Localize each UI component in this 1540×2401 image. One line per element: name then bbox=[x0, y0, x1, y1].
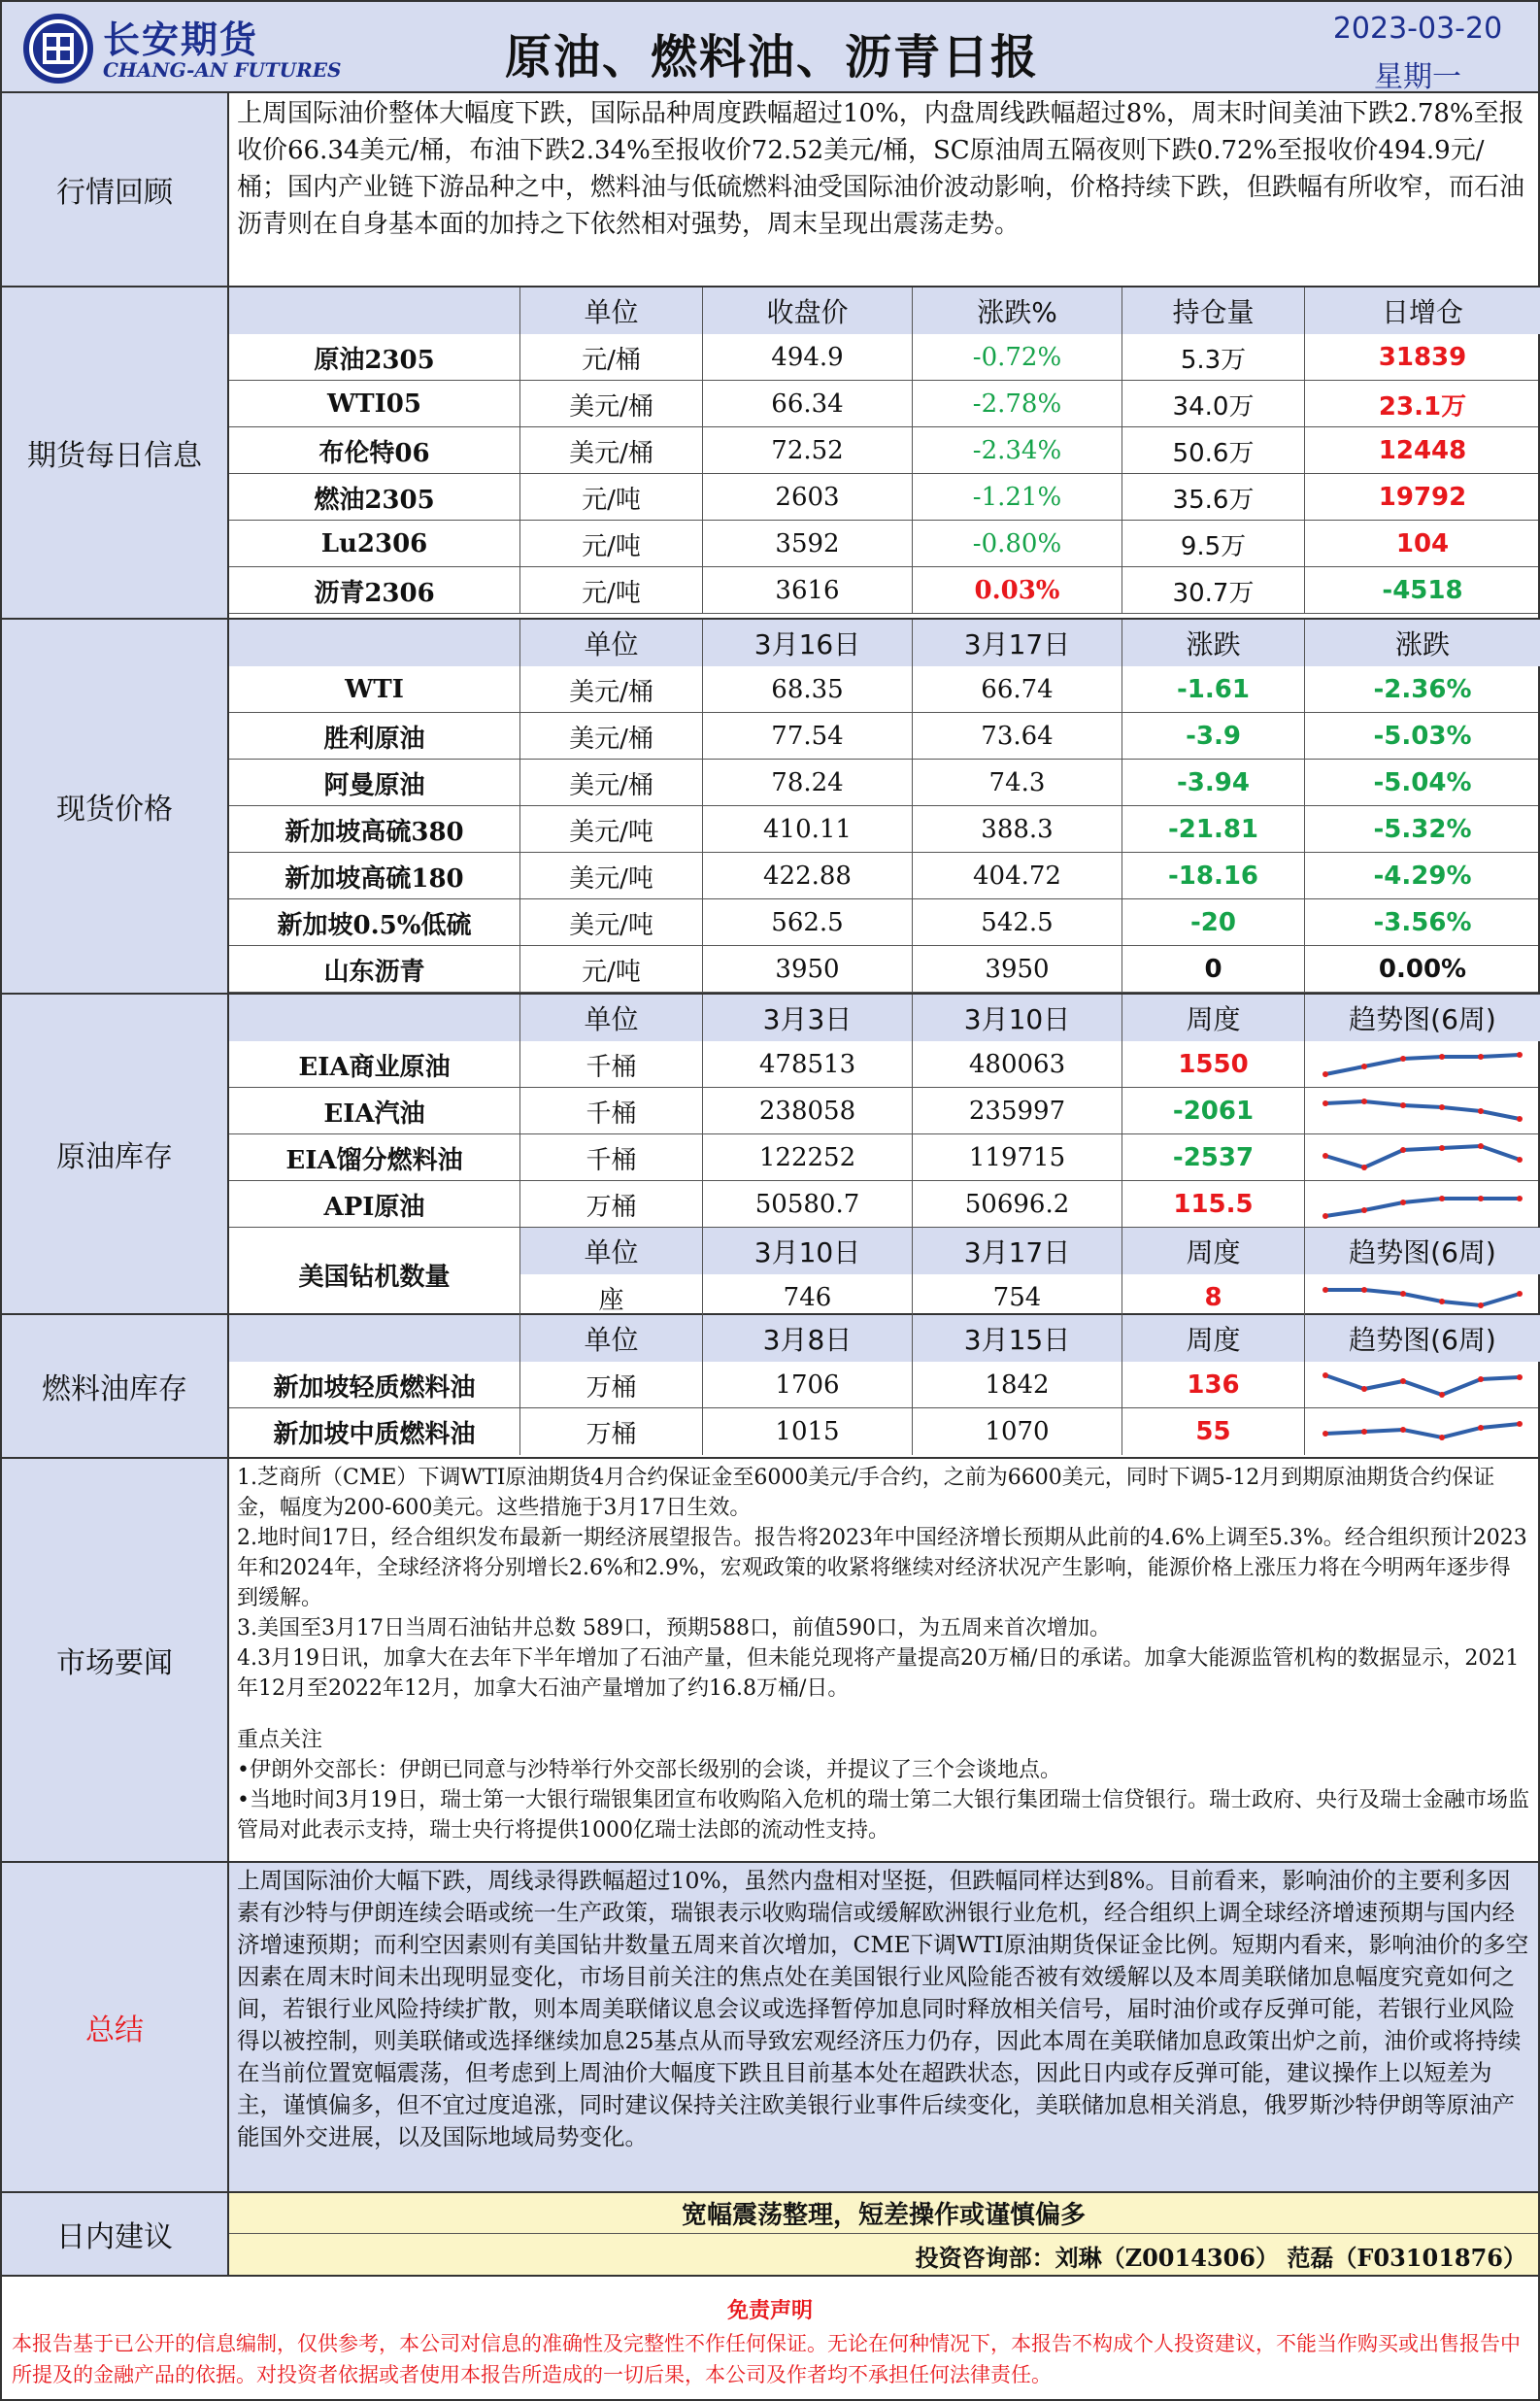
contract-name: WTI05 bbox=[229, 381, 520, 427]
report-date: 2023-03-20 bbox=[1332, 12, 1503, 46]
change-percent: 0.03% bbox=[913, 567, 1122, 614]
change-percent: -5.32% bbox=[1373, 815, 1472, 844]
change: -1.61 bbox=[1122, 666, 1305, 713]
sparkline-point bbox=[1361, 1165, 1367, 1170]
inventory-name: EIA馏分燃料油 bbox=[229, 1134, 520, 1181]
value-curr: 50696.2 bbox=[913, 1181, 1122, 1228]
value-curr: 480063 bbox=[913, 1041, 1122, 1088]
weekly-change: -2537 bbox=[1122, 1134, 1305, 1181]
spot-row bbox=[229, 760, 1538, 806]
column-header bbox=[229, 620, 520, 666]
section-label: 总结 bbox=[2, 1863, 229, 2191]
close-price: 3616 bbox=[703, 567, 913, 614]
futures-row bbox=[229, 521, 1538, 567]
section-label: 市场要闻 bbox=[2, 1459, 229, 1861]
sparkline-point bbox=[1517, 1116, 1523, 1122]
unit: 美元/桶 bbox=[520, 760, 703, 806]
value-curr: 119715 bbox=[913, 1134, 1122, 1181]
futures-row bbox=[229, 381, 1538, 427]
unit: 元/桶 bbox=[520, 334, 703, 381]
unit: 美元/吨 bbox=[520, 806, 703, 853]
unit: 美元/吨 bbox=[520, 853, 703, 899]
open-interest: 50.6万 bbox=[1122, 427, 1305, 474]
price-day2: 3950 bbox=[913, 946, 1122, 993]
unit: 千桶 bbox=[520, 1041, 703, 1088]
spot-name: 新加坡高硫380 bbox=[229, 806, 520, 853]
column-header: 3月10日 bbox=[913, 995, 1122, 1041]
sparkline-point bbox=[1400, 1056, 1406, 1062]
column-header bbox=[229, 287, 520, 334]
sparkline-point bbox=[1400, 1378, 1406, 1384]
change: -3.94 bbox=[1122, 760, 1305, 806]
sparkline-point bbox=[1361, 1386, 1367, 1392]
open-interest: 35.6万 bbox=[1122, 474, 1305, 521]
change-percent: -2.34% bbox=[913, 427, 1122, 474]
section-label: 期货每日信息 bbox=[2, 287, 229, 618]
report-header bbox=[0, 0, 1540, 93]
sparkline-point bbox=[1400, 1147, 1406, 1153]
table-header-row bbox=[229, 995, 1538, 1041]
price-day1: 562.5 bbox=[703, 899, 913, 946]
table-header-row bbox=[229, 1315, 1538, 1362]
section-label: 原油库存 bbox=[2, 995, 229, 1313]
column-header: 单位 bbox=[520, 620, 703, 666]
sparkline-path bbox=[1325, 1290, 1520, 1305]
inventory-name: EIA商业原油 bbox=[229, 1041, 520, 1088]
contract-name: 沥青2306 bbox=[229, 567, 520, 614]
disclaimer-section bbox=[0, 2277, 1540, 2401]
news-item: 4.3月19日讯，加拿大在去年下半年增加了石油产量，但未能兑现将产量提高20万桶/日的承诺。加拿大能源监管机构的数据显示，2021年12月至2022年12月，加拿大石油产量增加了约16.8万桶/日。 bbox=[237, 1646, 1520, 1701]
open-interest: 9.5万 bbox=[1122, 521, 1305, 567]
market-review-text: 上周国际油价整体大幅度下跌，国际品种周度跌幅超过10%，内盘周线跌幅超过8%，周末时间美油下跌2.78%至报收价66.34美元/桶，布油下跌2.34%至报收价72.52美元/桶，SC原油周五隔夜则下跌0.72%至报收价494.9元/桶；国内产业链下游品种之中，燃料油与低硫燃料油受国际油价波动影响，价格持续下跌，但跌幅有所收窄，而石油沥青则在自身基本面的加持之下依然相对强势，周末呈现出震荡走势。 bbox=[237, 99, 1525, 239]
unit: 美元/桶 bbox=[520, 381, 703, 427]
focus-title: 重点关注 bbox=[237, 1728, 323, 1752]
sparkline-point bbox=[1400, 1102, 1406, 1108]
sparkline-point bbox=[1322, 1431, 1328, 1437]
value-prev: 746 bbox=[703, 1274, 913, 1321]
column-header: 持仓量 bbox=[1122, 287, 1305, 334]
news-item: 1.芝商所（CME）下调WTI原油期货4月合约保证金至6000美元/手合约，之前为6600美元，同时下调5-12月到期原油期货合约保证金，幅度为200-600美元。这些措施于3月17日生效。 bbox=[237, 1466, 1495, 1520]
summary-text: 上周国际油价大幅下跌，周线录得跌幅超过10%，虽然内盘相对坚挺，但跌幅同样达到8%。目前看来，影响油价的主要利多因素有沙特与伊朗连续会晤或统一生产政策，瑞银表示收购瑞信或缓解欧洲银行业危机，经合组织上调全球经济增速预期与国内经济增速预期；而利空因素则有美国钻井数量五周来首次增加，CME下调WTI原油期货保证金比例。短期内看来，影响油价的多空因素在周末时间未出现明显变化，市场目前关注的焦点处在美国银行业风险能否被有效缓解以及本周美联储加息幅度究竟如何之间，若银行业风险持续扩散，则本周美联储议息会议或选择暂停加息同时释放相关信号，届时油价或存反弹可能，若银行业风险得以被控制，则美联储或选择继续加息25基点从而导致宏观经济压力仍存，因此本周在美联储加息政策出炉之前，油价或将持续在当前位置宽幅震荡，但考虑到上周油价大幅度下跌且目前基本处在超跌状态，因此日内或存反弹可能，建议操作上以短差为主，谨慎偏多，但不宜过度追涨，同时建议保持关注欧美银行业事件后续变化，美联储加息相关消息，俄罗斯沙特伊朗等原油产能国外交进展，以及国际地域局势变化。 bbox=[237, 1867, 1529, 2150]
close-price: 72.52 bbox=[703, 427, 913, 474]
unit: 元/吨 bbox=[520, 521, 703, 567]
column-header: 日增仓 bbox=[1305, 287, 1540, 334]
daily-oi-change: 23.1万 bbox=[1378, 391, 1467, 422]
table-header-row bbox=[229, 620, 1538, 666]
sparkline-point bbox=[1361, 1287, 1367, 1293]
crude-inventory-section bbox=[0, 995, 1540, 1315]
sparkline-point bbox=[1322, 1213, 1328, 1219]
intraday-advice-section bbox=[0, 2193, 1540, 2277]
unit: 美元/桶 bbox=[520, 666, 703, 713]
contract-name: Lu2306 bbox=[229, 521, 520, 567]
column-header: 单位 bbox=[520, 1315, 703, 1362]
change-percent: 0.00% bbox=[1378, 955, 1467, 984]
spot-row bbox=[229, 853, 1538, 899]
fuel-inventory-section bbox=[0, 1315, 1540, 1459]
value-prev: 478513 bbox=[703, 1041, 913, 1088]
sparkline-point bbox=[1478, 1196, 1484, 1201]
sparkline-point bbox=[1322, 1372, 1328, 1378]
change-percent: -5.03% bbox=[1373, 722, 1472, 751]
close-price: 2603 bbox=[703, 474, 913, 521]
unit: 千桶 bbox=[520, 1088, 703, 1134]
price-day1: 422.88 bbox=[703, 853, 913, 899]
rig-header-row bbox=[520, 1228, 1538, 1274]
price-day2: 542.5 bbox=[913, 899, 1122, 946]
sparkline-path bbox=[1325, 1101, 1520, 1119]
sparkline-path bbox=[1325, 1146, 1520, 1167]
sparkline-point bbox=[1322, 1287, 1328, 1293]
column-header: 3月8日 bbox=[703, 1315, 913, 1362]
column-header: 单位 bbox=[520, 287, 703, 334]
sparkline-point bbox=[1400, 1200, 1406, 1205]
contract-name: 原油2305 bbox=[229, 334, 520, 381]
fuel-inventory-table bbox=[229, 1315, 1538, 1457]
company-name-cn: 长安期货 bbox=[103, 18, 259, 61]
rig-count-name: 美国钻机数量 bbox=[229, 1228, 520, 1321]
weekly-change: 136 bbox=[1122, 1362, 1305, 1408]
unit: 美元/吨 bbox=[520, 899, 703, 946]
trend-sparkline bbox=[1316, 1092, 1529, 1131]
change-percent: -5.04% bbox=[1373, 768, 1472, 797]
change: -3.9 bbox=[1122, 713, 1305, 760]
sparkline-point bbox=[1400, 1427, 1406, 1433]
sparkline-point bbox=[1517, 1157, 1523, 1163]
spot-name: WTI bbox=[229, 666, 520, 713]
column-header: 3月17日 bbox=[913, 1228, 1122, 1274]
sparkline-point bbox=[1478, 1108, 1484, 1114]
sparkline-point bbox=[1361, 1064, 1367, 1069]
sparkline-point bbox=[1517, 1196, 1523, 1201]
column-header: 收盘价 bbox=[703, 287, 913, 334]
close-price: 66.34 bbox=[703, 381, 913, 427]
futures-row bbox=[229, 474, 1538, 521]
fuel-row bbox=[229, 1362, 1538, 1408]
disclaimer-text: 本报告基于已公开的信息编制，仅供参考，本公司对信息的准确性及完整性不作任何保证。无论在何种情况下，本报告不构成个人投资建议，不能当作购买或出售报告中所提及的金融产品的依据。对投资者依据或者使用本报告所造成的一切后果，本公司及作者均不承担任何法律责任。 bbox=[12, 2332, 1521, 2386]
change-percent: -2.36% bbox=[1373, 675, 1472, 704]
report-weekday: 星期一 bbox=[1374, 60, 1461, 94]
fuel-inventory-name: 新加坡轻质燃料油 bbox=[229, 1362, 520, 1408]
change-percent: -0.72% bbox=[913, 334, 1122, 381]
column-header: 3月16日 bbox=[703, 620, 913, 666]
sparkline-point bbox=[1361, 1207, 1367, 1213]
weekly-change: -2061 bbox=[1122, 1088, 1305, 1134]
value-prev: 50580.7 bbox=[703, 1181, 913, 1228]
column-header: 单位 bbox=[520, 1228, 703, 1274]
futures-table bbox=[229, 287, 1538, 618]
inventory-row bbox=[229, 1088, 1538, 1134]
focus-item: •当地时间3月19日，瑞士第一大银行瑞银集团宣布收购陷入危机的瑞士第二大银行集团瑞士信贷银行。瑞士政府、央行及瑞士金融市场监管局对此表示支持，瑞士央行将提供1000亿瑞士法郎的流动性支持。 bbox=[237, 1788, 1529, 1843]
section-label: 燃料油库存 bbox=[2, 1315, 229, 1457]
sparkline-point bbox=[1478, 1425, 1484, 1431]
contract-name: 布伦特06 bbox=[229, 427, 520, 474]
fuel-inventory-name: 新加坡中质燃料油 bbox=[229, 1408, 520, 1455]
unit: 万桶 bbox=[520, 1408, 703, 1455]
spot-row bbox=[229, 666, 1538, 713]
price-day1: 78.24 bbox=[703, 760, 913, 806]
trend-chart bbox=[1305, 1362, 1540, 1408]
column-header: 3月10日 bbox=[703, 1228, 913, 1274]
company-name-en: CHANG-AN FUTURES bbox=[103, 58, 342, 82]
sparkline-point bbox=[1322, 1153, 1328, 1159]
sparkline-point bbox=[1439, 1392, 1445, 1398]
price-day2: 74.3 bbox=[913, 760, 1122, 806]
spot-row bbox=[229, 713, 1538, 760]
change-percent: -2.78% bbox=[913, 381, 1122, 427]
daily-oi-change: 19792 bbox=[1378, 483, 1467, 512]
sparkline-path bbox=[1325, 1055, 1520, 1074]
sparkline-path bbox=[1325, 1199, 1520, 1216]
futures-daily-section bbox=[0, 287, 1540, 620]
value-prev: 238058 bbox=[703, 1088, 913, 1134]
column-header: 单位 bbox=[520, 995, 703, 1041]
unit: 元/吨 bbox=[520, 567, 703, 614]
open-interest: 30.7万 bbox=[1122, 567, 1305, 614]
unit: 千桶 bbox=[520, 1134, 703, 1181]
sparkline-path bbox=[1325, 1424, 1520, 1437]
value-curr: 754 bbox=[913, 1274, 1122, 1321]
change-percent: -3.56% bbox=[1373, 908, 1472, 937]
sparkline-point bbox=[1361, 1099, 1367, 1104]
sparkline-point bbox=[1400, 1291, 1406, 1297]
weekly-change: 8 bbox=[1122, 1274, 1305, 1321]
sparkline-point bbox=[1439, 1054, 1445, 1060]
change: -20 bbox=[1122, 899, 1305, 946]
sparkline-point bbox=[1439, 1299, 1445, 1304]
daily-oi-change: 104 bbox=[1395, 529, 1450, 558]
column-header: 周度 bbox=[1122, 1228, 1305, 1274]
spot-name: 阿曼原油 bbox=[229, 760, 520, 806]
inventory-name: API原油 bbox=[229, 1181, 520, 1228]
trend-chart bbox=[1305, 1274, 1540, 1321]
price-day1: 77.54 bbox=[703, 713, 913, 760]
focus-item: •伊朗外交部长：伊朗已同意与沙特举行外交部长级别的会谈，并提议了三个会谈地点。 bbox=[237, 1758, 1061, 1782]
value-prev: 1706 bbox=[703, 1362, 913, 1408]
price-day1: 68.35 bbox=[703, 666, 913, 713]
trend-chart bbox=[1305, 1088, 1540, 1134]
column-header: 3月3日 bbox=[703, 995, 913, 1041]
unit: 万桶 bbox=[520, 1181, 703, 1228]
unit: 元/吨 bbox=[520, 474, 703, 521]
sparkline-point bbox=[1517, 1374, 1523, 1380]
column-header: 周度 bbox=[1122, 995, 1305, 1041]
column-header: 趋势图(6周) bbox=[1305, 995, 1540, 1041]
sparkline-point bbox=[1478, 1054, 1484, 1060]
section-label: 行情回顾 bbox=[2, 93, 229, 286]
column-header bbox=[229, 1315, 520, 1362]
trend-sparkline bbox=[1316, 1045, 1529, 1084]
open-interest: 5.3万 bbox=[1122, 334, 1305, 381]
sparkline-point bbox=[1517, 1421, 1523, 1427]
daily-oi-change: 31839 bbox=[1378, 343, 1467, 372]
value-curr: 1842 bbox=[913, 1362, 1122, 1408]
value-prev: 122252 bbox=[703, 1134, 913, 1181]
spot-price-section bbox=[0, 620, 1540, 995]
weekly-change: 55 bbox=[1122, 1408, 1305, 1455]
summary-section bbox=[0, 1863, 1540, 2193]
fuel-row bbox=[229, 1408, 1538, 1455]
sparkline-point bbox=[1322, 1071, 1328, 1077]
open-interest: 34.0万 bbox=[1122, 381, 1305, 427]
change: -18.16 bbox=[1122, 853, 1305, 899]
sparkline-point bbox=[1439, 1435, 1445, 1440]
sparkline-point bbox=[1478, 1302, 1484, 1308]
spot-row bbox=[229, 806, 1538, 853]
market-news-section bbox=[0, 1459, 1540, 1863]
daily-oi-change: 12448 bbox=[1378, 436, 1467, 465]
price-day1: 410.11 bbox=[703, 806, 913, 853]
column-header: 涨跌 bbox=[1305, 620, 1540, 666]
price-day2: 66.74 bbox=[913, 666, 1122, 713]
unit: 万桶 bbox=[520, 1362, 703, 1408]
price-day2: 73.64 bbox=[913, 713, 1122, 760]
spot-table bbox=[229, 620, 1538, 993]
change: -21.81 bbox=[1122, 806, 1305, 853]
spot-name: 山东沥青 bbox=[229, 946, 520, 993]
column-header: 涨跌% bbox=[913, 287, 1122, 334]
value-curr: 235997 bbox=[913, 1088, 1122, 1134]
inventory-row bbox=[229, 1134, 1538, 1181]
section-label: 日内建议 bbox=[2, 2193, 229, 2275]
trend-chart bbox=[1305, 1408, 1540, 1455]
spot-row bbox=[229, 899, 1538, 946]
column-header: 趋势图(6周) bbox=[1305, 1315, 1540, 1362]
column-header: 3月15日 bbox=[913, 1315, 1122, 1362]
trend-sparkline bbox=[1316, 1412, 1529, 1451]
trend-sparkline bbox=[1316, 1366, 1529, 1404]
trend-sparkline bbox=[1316, 1278, 1529, 1317]
column-header: 3月17日 bbox=[913, 620, 1122, 666]
close-price: 494.9 bbox=[703, 334, 913, 381]
report-title: 原油、燃料油、沥青日报 bbox=[504, 30, 1039, 85]
sparkline-path bbox=[1325, 1375, 1520, 1395]
table-header-row bbox=[229, 287, 1538, 334]
section-label: 现货价格 bbox=[2, 620, 229, 993]
unit: 美元/桶 bbox=[520, 713, 703, 760]
weekly-change: 1550 bbox=[1122, 1041, 1305, 1088]
trend-sparkline bbox=[1316, 1138, 1529, 1177]
trend-chart bbox=[1305, 1181, 1540, 1228]
news-item: 3.美国至3月17日当周石油钻井总数 589口，预期588口，前值590口，为五周来首次增加。 bbox=[237, 1616, 1111, 1640]
spot-row bbox=[229, 946, 1538, 993]
price-day2: 404.72 bbox=[913, 853, 1122, 899]
close-price: 3592 bbox=[703, 521, 913, 567]
price-day2: 388.3 bbox=[913, 806, 1122, 853]
spot-name: 新加坡0.5%低硫 bbox=[229, 899, 520, 946]
trend-chart bbox=[1305, 1041, 1540, 1088]
value-prev: 1015 bbox=[703, 1408, 913, 1455]
inventory-row bbox=[229, 1041, 1538, 1088]
unit: 美元/桶 bbox=[520, 427, 703, 474]
sparkline-point bbox=[1439, 1196, 1445, 1201]
sparkline-point bbox=[1439, 1104, 1445, 1110]
change-percent: -1.21% bbox=[913, 474, 1122, 521]
advice-text: 宽幅震荡整理，短差操作或谨慎偏多 bbox=[229, 2193, 1538, 2234]
spot-name: 胜利原油 bbox=[229, 713, 520, 760]
futures-row bbox=[229, 334, 1538, 381]
market-review-section bbox=[0, 93, 1540, 287]
column-header: 周度 bbox=[1122, 1315, 1305, 1362]
trend-chart bbox=[1305, 1134, 1540, 1181]
weekly-change: 115.5 bbox=[1122, 1181, 1305, 1228]
futures-row bbox=[229, 567, 1538, 614]
change: 0 bbox=[1122, 946, 1305, 993]
trend-sparkline bbox=[1316, 1185, 1529, 1224]
sparkline-point bbox=[1478, 1376, 1484, 1382]
inventory-name: EIA汽油 bbox=[229, 1088, 520, 1134]
sparkline-point bbox=[1322, 1100, 1328, 1106]
spot-name: 新加坡高硫180 bbox=[229, 853, 520, 899]
sparkline-point bbox=[1517, 1291, 1523, 1297]
sparkline-point bbox=[1478, 1143, 1484, 1149]
consultant-info: 投资咨询部：刘琳（Z0014306） 范磊（F03101876） bbox=[915, 2243, 1526, 2272]
inventory-table bbox=[229, 995, 1538, 1313]
contract-name: 燃油2305 bbox=[229, 474, 520, 521]
change-percent: -0.80% bbox=[913, 521, 1122, 567]
inventory-row bbox=[229, 1181, 1538, 1228]
price-day1: 3950 bbox=[703, 946, 913, 993]
column-header: 趋势图(6周) bbox=[1305, 1228, 1540, 1274]
change-percent: -4.29% bbox=[1373, 862, 1472, 891]
unit: 座 bbox=[520, 1274, 703, 1321]
futures-row bbox=[229, 427, 1538, 474]
daily-oi-change: -4518 bbox=[1382, 576, 1463, 605]
sparkline-point bbox=[1517, 1052, 1523, 1058]
sparkline-point bbox=[1361, 1429, 1367, 1435]
unit: 元/吨 bbox=[520, 946, 703, 993]
value-curr: 1070 bbox=[913, 1408, 1122, 1455]
column-header bbox=[229, 995, 520, 1041]
sparkline-point bbox=[1439, 1145, 1445, 1151]
disclaimer-title: 免责声明 bbox=[726, 2298, 813, 2323]
news-item: 2.地时间17日，经合组织发布最新一期经济展望报告。报告将2023年中国经济增长预期从此前的4.6%上调至5.3%。经合组织预计2023年和2024年，全球经济将分别增长2.6%和2.9%，宏观政策的收紧将继续对经济状况产生影响，能源价格上涨压力将在今明两年逐步得到缓解。 bbox=[237, 1526, 1527, 1610]
column-header: 涨跌 bbox=[1122, 620, 1305, 666]
rig-value-row bbox=[520, 1274, 1538, 1321]
